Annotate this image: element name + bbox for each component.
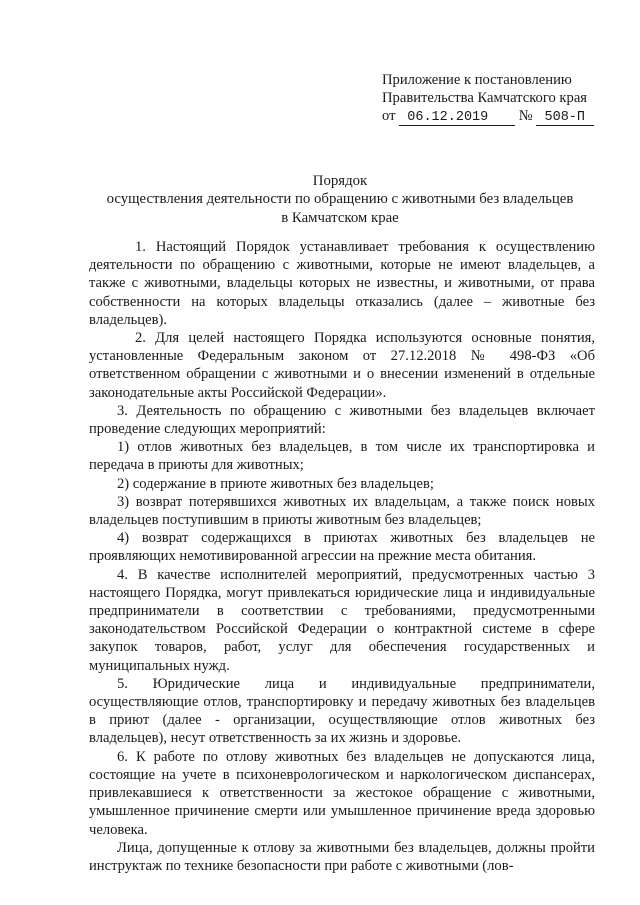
paragraph-4: 4. В качестве исполнителей мероприятий, предусмотренных частью 3 настоящего Порядка, могут привлекаться юридические лица и индивидуальные предприниматели в соответствии с требованиями, предусмотренными законодательством Российской Федерации о контрактной системе в сфере закупок товаров, работ, услуг для обеспечения государственных и муниципальных нужд. (89, 566, 595, 674)
appendix-line-2: Правительства Камчатского края (382, 90, 588, 106)
paragraph-7: Лица, допущенные к отлову за животными без владельцев, должны пройти инструктаж по технике безопасности при работе с животными (лов- (89, 839, 595, 874)
number-label: № (518, 108, 533, 124)
paragraph-6: 6. К работе по отлову животных без владельцев не допускаются лица, состоящие на учете в психоневрологическом и наркологическом диспансерах, привлекавшиеся к ответственности за жестокое обращение с животными, умышленное причинение смерти или умышленное причинение вреда здоровью человека. (89, 748, 595, 838)
paragraph-5: 5. Юридические лица и индивидуальные предприниматели, осуществляющие отлов, транспортировку и передачу животных без владельцев в приют (далее - организации, осуществляющие отлов животных без владельцев), несут ответственность за их жизнь и здоровье. (89, 675, 595, 747)
title-line-2: осуществления деятельности по обращению с животными без владельцев (106, 191, 574, 208)
list-item-4: 4) возврат содержащихся в приютах животных без владельцев не проявляющих немотивированной агрессии на прежние места обитания. (89, 530, 595, 565)
list-item-3: 3) возврат потерявшихся животных их владельцам, а также поиск новых владельцев поступившим в приюты животным без владельцев; (89, 493, 595, 529)
document-body (89, 238, 595, 875)
title-line-3: в Камчатском крае (281, 209, 399, 226)
list-item-2: 2) содержание в приюте животных без владельцев; (117, 475, 434, 492)
list-item-1: 1) отлов животных без владельцев, в том числе их транспортировка и передача в приюты для животных; (89, 439, 595, 474)
from-label: от (382, 108, 396, 124)
resolution-number: 508-П (536, 111, 594, 126)
title-line-1: Порядок (312, 173, 368, 189)
resolution-date: 06.12.2019 (399, 111, 515, 126)
document-title (60, 172, 620, 227)
paragraph-3: 3. Деятельность по обращению с животными без владельцев включает проведение следующих мероприятий: (89, 402, 595, 438)
appendix-line-1: Приложение к постановлению (382, 72, 572, 88)
appendix-date-line (382, 107, 594, 126)
paragraph-1: 1. Настоящий Порядок устанавливает требования к осуществлению деятельности по обращению с животными, которые не имеют владельцев, а также с животными, владельцы которых не известны, и животными, от права собственности на которых владельцы отказались (далее – животные без владельцев). (89, 239, 595, 328)
appendix-block (382, 71, 594, 126)
paragraph-2: 2. Для целей настоящего Порядка используются основные понятия, установленные Федеральным законом от 27.12.2018 № 498-ФЗ «Об ответственном обращении с животными и о внесении изменений в отдельные законодательные акты Российской Федерации». (89, 330, 595, 401)
